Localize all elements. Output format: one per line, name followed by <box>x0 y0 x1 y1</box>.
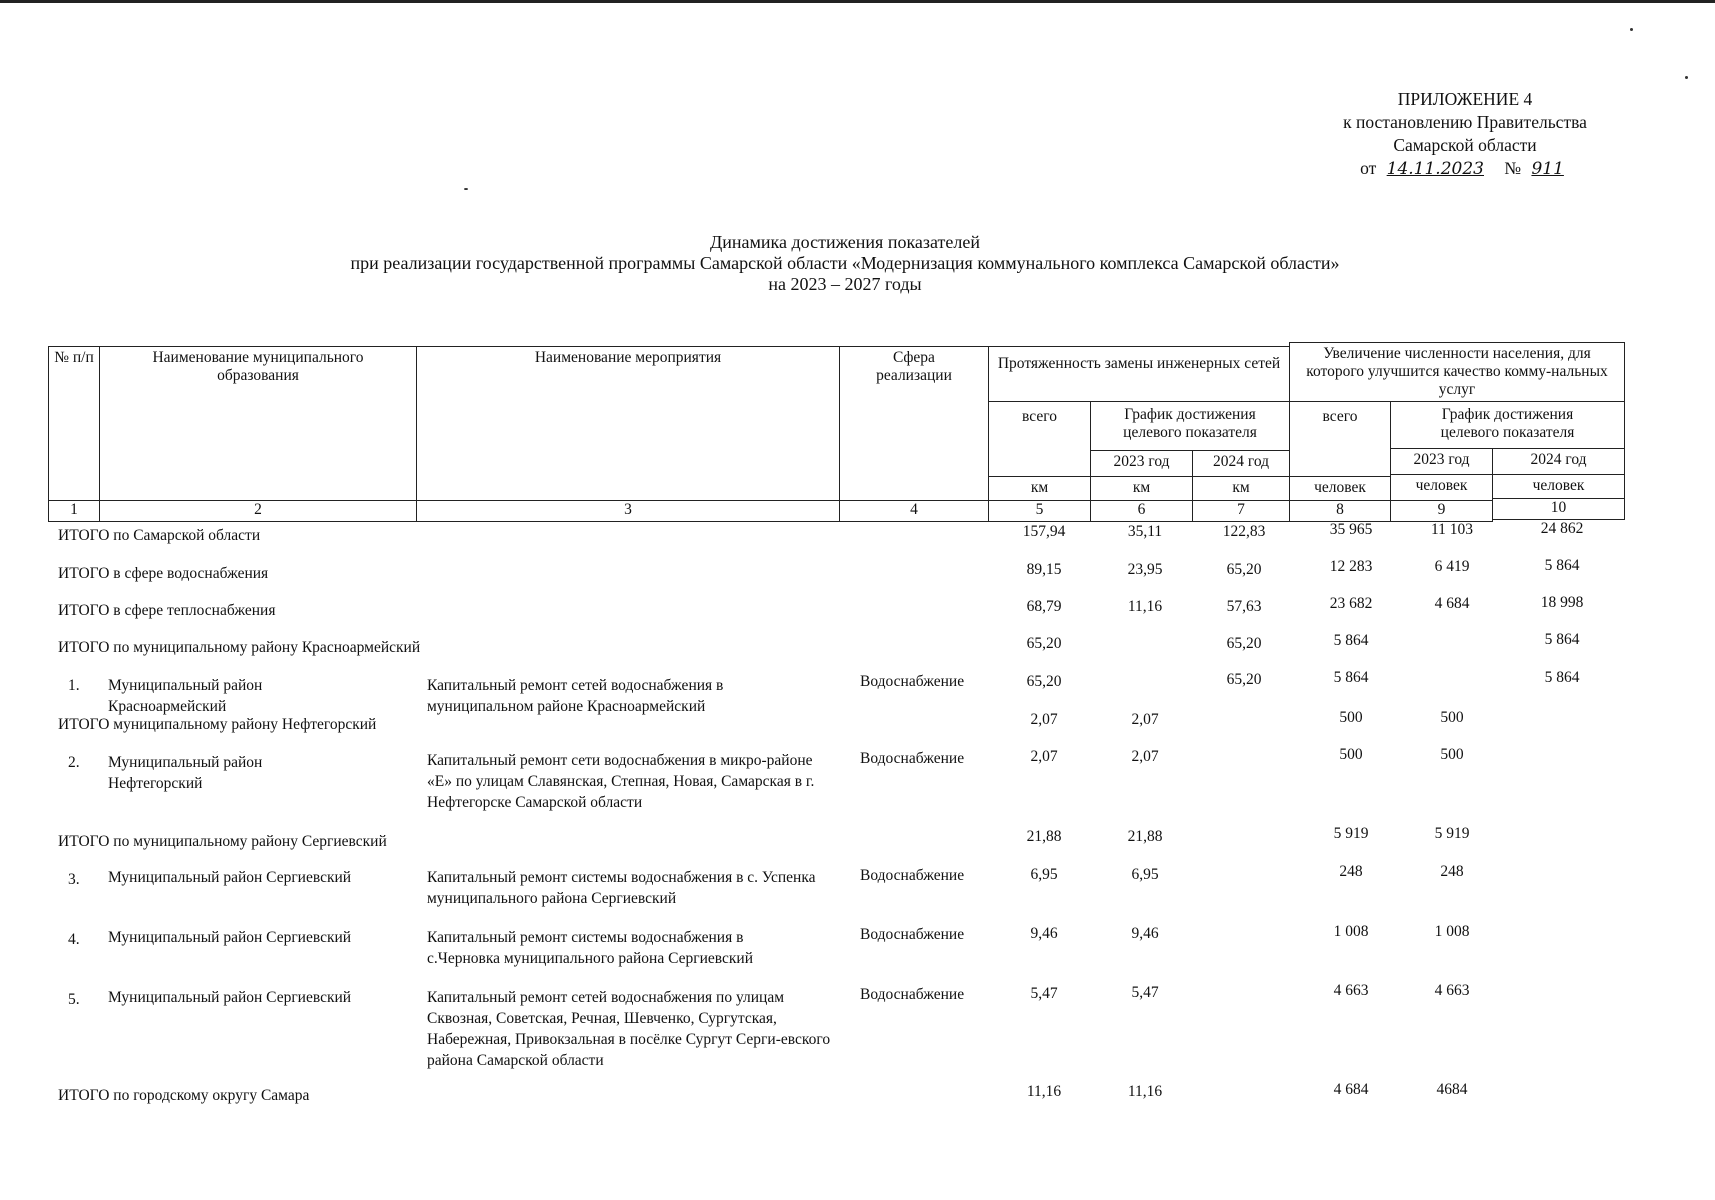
value-col10: 5 864 <box>1544 669 1580 686</box>
row-number: 5. <box>68 991 80 1008</box>
value-col7: 122,83 <box>1222 523 1266 540</box>
value-col6: 2,07 <box>1131 711 1159 728</box>
header-col-mun: Наименование муниципального образования <box>99 346 417 501</box>
value-col5: 6,95 <box>1030 866 1058 883</box>
unit-km: км <box>1192 476 1290 501</box>
value-col5: 5,47 <box>1030 985 1058 1002</box>
column-number: 9 <box>1390 500 1493 522</box>
sphere: Водоснабжение <box>860 986 965 1003</box>
unit-km: км <box>988 476 1091 501</box>
value-col5: 2,07 <box>1030 748 1058 765</box>
header-length-total: всего <box>988 401 1091 477</box>
header-pop-2024: 2024 год <box>1492 448 1625 475</box>
value-col8: 4 684 <box>1333 1081 1369 1098</box>
value-col6: 23,95 <box>1127 561 1163 578</box>
header-pop-total: всего <box>1289 401 1391 477</box>
appendix-line2: Самарской области <box>1393 135 1537 155</box>
value-col6: 35,11 <box>1127 523 1163 540</box>
unit-km: км <box>1090 476 1193 501</box>
handwritten-number: 911 <box>1531 159 1564 179</box>
column-number: 10 <box>1492 498 1625 520</box>
value-col10: 24 862 <box>1540 520 1584 537</box>
value-col5: 9,46 <box>1030 925 1058 942</box>
value-col9: 500 <box>1440 709 1464 726</box>
value-col7: 65,20 <box>1226 635 1262 652</box>
row-number: 3. <box>68 871 80 888</box>
value-col7: 65,20 <box>1226 671 1262 688</box>
value-col9: 5 919 <box>1434 825 1470 842</box>
row-number: 2. <box>68 754 80 771</box>
value-col5: 68,79 <box>1026 598 1062 615</box>
value-col5: 11,16 <box>1026 1083 1062 1100</box>
date-prefix: от <box>1360 158 1377 178</box>
value-col8: 23 682 <box>1329 595 1373 612</box>
row-label: ИТОГО по городскому округу Самара <box>58 1087 310 1104</box>
event-name: Капитальный ремонт сетей водоснабжения по улицам Сквозная, Советская, Речная, Шевченко, Сургутская, Набережная, Привокзальная в посёлке Сургут Серги-евского района Самарской области <box>427 989 831 1069</box>
value-col10: 5 864 <box>1544 557 1580 574</box>
value-col5: 65,20 <box>1026 673 1062 690</box>
row-label: ИТОГО по Самарской области <box>58 527 261 544</box>
municipality-name: Муниципальный район Красноармейский <box>108 677 263 715</box>
row-label: ИТОГО по муниципальному району Сергиевский <box>58 833 387 850</box>
event-name: Капитальный ремонт сети водоснабжения в микро-районе «Е» по улицам Славянская, Степная, Новая, Самарская в г. Нефтегорске Самарской области <box>427 752 815 811</box>
row-number: 1. <box>68 677 80 694</box>
row-label: ИТОГО муниципальному району Нефтегорский <box>58 716 377 733</box>
title-line2: при реализации государственной программы Самарской области «Модернизация коммунального комплекса Самарской области» <box>350 253 1340 273</box>
value-col6: 2,07 <box>1131 748 1159 765</box>
value-col9: 500 <box>1440 746 1464 763</box>
header-length-2023: 2023 год <box>1090 450 1193 477</box>
value-col6: 6,95 <box>1131 866 1159 883</box>
event-name: Капитальный ремонт сетей водоснабжения в муниципальном районе Красноармейский <box>427 677 724 715</box>
unit-people: человек <box>1492 474 1625 499</box>
sphere: Водоснабжение <box>860 750 965 767</box>
value-col10: 5 864 <box>1544 631 1580 648</box>
number-prefix: № <box>1504 158 1522 178</box>
header-col-event: Наименование мероприятия <box>416 346 840 501</box>
value-col9: 1 008 <box>1434 923 1470 940</box>
value-col8: 4 663 <box>1333 982 1369 999</box>
row-number: 4. <box>68 931 80 948</box>
value-col6: 21,88 <box>1127 828 1163 845</box>
value-col5: 157,94 <box>1022 523 1066 540</box>
unit-people: человек <box>1390 474 1493 501</box>
header-pop-schedule: График достижения целевого показателя <box>1390 401 1625 449</box>
value-col6: 5,47 <box>1131 984 1159 1001</box>
title-line3: на 2023 – 2027 годы <box>768 274 922 294</box>
sphere: Водоснабжение <box>860 926 965 943</box>
column-number: 1 <box>48 500 100 522</box>
header-group-population: Увеличение численности населения, для которого улучшится качество комму-нальных услуг <box>1289 342 1625 402</box>
unit-people: человек <box>1289 476 1391 501</box>
appendix-title: ПРИЛОЖЕНИЕ 4 <box>1397 89 1533 109</box>
value-col9: 4684 <box>1436 1081 1468 1098</box>
column-number: 4 <box>839 500 989 522</box>
column-number: 7 <box>1192 500 1290 522</box>
value-col8: 12 283 <box>1329 558 1373 575</box>
value-col8: 1 008 <box>1333 923 1369 940</box>
header-group-length: Протяженность замены инженерных сетей <box>988 346 1290 402</box>
sphere: Водоснабжение <box>860 673 965 690</box>
row-label: ИТОГО по муниципальному району Красноармейский <box>58 639 421 656</box>
value-col10: 18 998 <box>1540 594 1584 611</box>
header-col-num: № п/п <box>48 346 100 501</box>
event-name: Капитальный ремонт системы водоснабжения в с.Черновка муниципального района Сергиевский <box>427 929 754 967</box>
municipality-name: Муниципальный район Сергиевский <box>108 989 352 1006</box>
value-col9: 4 663 <box>1434 982 1470 999</box>
column-number: 3 <box>416 500 840 522</box>
header-col-sphere: Сфера реализации <box>839 346 989 501</box>
value-col5: 89,15 <box>1026 561 1062 578</box>
value-col9: 6 419 <box>1434 558 1470 575</box>
value-col6: 11,16 <box>1127 598 1163 615</box>
municipality-name: Муниципальный район Нефтегорский <box>108 754 263 792</box>
column-number: 6 <box>1090 500 1193 522</box>
header-length-schedule: График достижения целевого показателя <box>1090 401 1290 451</box>
value-col6: 9,46 <box>1131 925 1159 942</box>
value-col8: 248 <box>1339 863 1363 880</box>
value-col8: 5 864 <box>1333 669 1369 686</box>
value-col8: 5 864 <box>1333 632 1369 649</box>
value-col9: 248 <box>1440 863 1464 880</box>
value-col9: 4 684 <box>1434 595 1470 612</box>
column-number: 5 <box>988 500 1091 522</box>
value-col5: 21,88 <box>1026 828 1062 845</box>
handwritten-date: 14.11.2023 <box>1386 159 1484 179</box>
value-col6: 11,16 <box>1127 1083 1163 1100</box>
municipality-name: Муниципальный район Сергиевский <box>108 869 352 886</box>
value-col9: 11 103 <box>1430 521 1474 538</box>
value-col7: 65,20 <box>1226 561 1262 578</box>
header-length-2024: 2024 год <box>1192 450 1290 477</box>
appendix-line1: к постановлению Правительства <box>1343 112 1587 132</box>
value-col5: 65,20 <box>1026 635 1062 652</box>
header-pop-2023: 2023 год <box>1390 448 1493 475</box>
column-number: 2 <box>99 500 417 522</box>
row-label: ИТОГО в сфере теплоснабжения <box>58 602 276 619</box>
value-col8: 500 <box>1339 709 1363 726</box>
value-col8: 35 965 <box>1329 521 1373 538</box>
municipality-name: Муниципальный район Сергиевский <box>108 929 352 946</box>
column-number: 8 <box>1289 500 1391 522</box>
value-col7: 57,63 <box>1226 598 1262 615</box>
value-col8: 500 <box>1339 746 1363 763</box>
row-label: ИТОГО в сфере водоснабжения <box>58 565 269 582</box>
title-line1: Динамика достижения показателей <box>709 232 981 252</box>
event-name: Капитальный ремонт системы водоснабжения в с. Успенка муниципального района Сергиевский <box>427 869 816 907</box>
sphere: Водоснабжение <box>860 867 965 884</box>
value-col8: 5 919 <box>1333 825 1369 842</box>
value-col5: 2,07 <box>1030 711 1058 728</box>
